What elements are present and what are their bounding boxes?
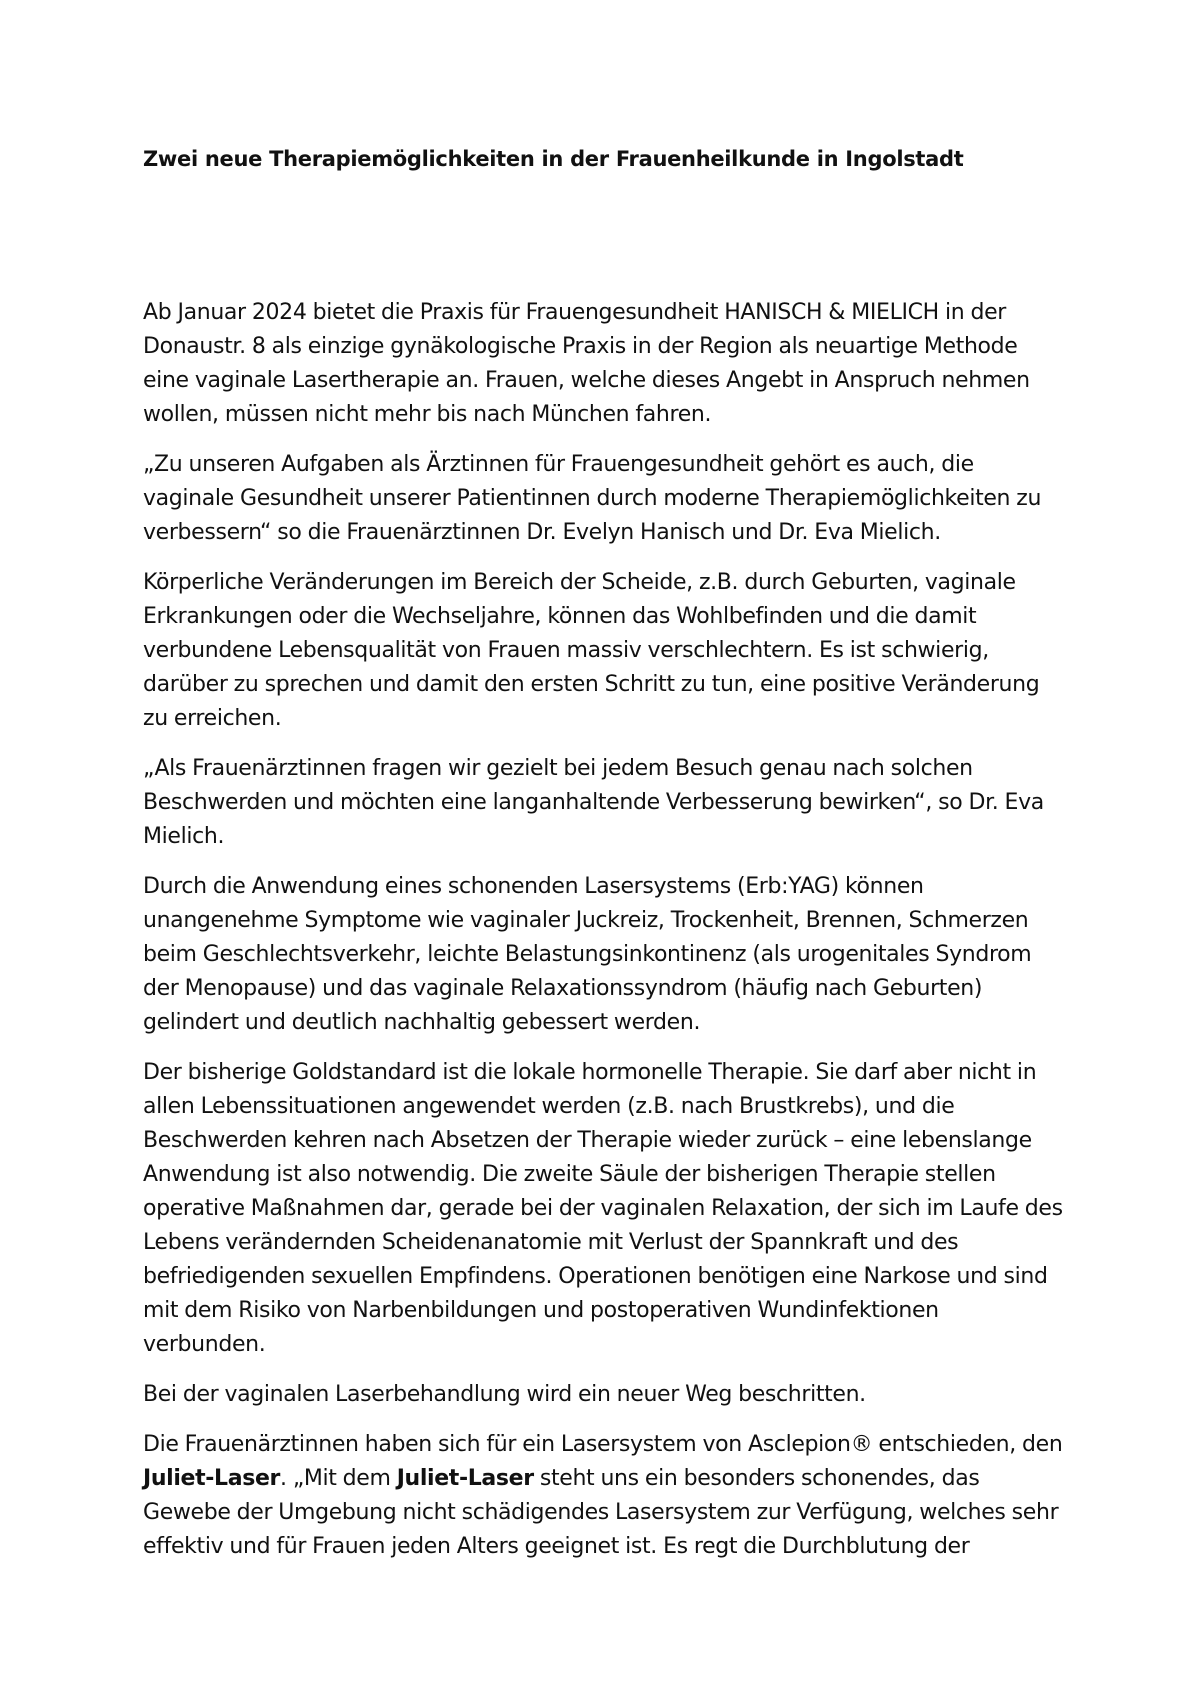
paragraph-quote-mielich: „Als Frauenärztinnen fragen wir gezielt bei jedem Besuch genau nach solchen Beschwerden und möchten eine langanhaltende Verbesserung bewirken“, so Dr. Eva Mielich. [143, 756, 1044, 849]
paragraph-juliet-text-1: Die Frauenärztinnen haben sich für ein Lasersystem von Asclepion® entschieden, den [143, 1432, 1063, 1457]
paragraph-intro: Ab Januar 2024 bietet die Praxis für Frauengesundheit HANISCH & MIELICH in der Donaustr. 8 als einzige gynäkologische Praxis in der Region als neuartige Methode eine vaginale Lasertherapie an. Frauen, welche dieses Angebt in Anspruch nehmen wollen, müssen nicht mehr bis nach München fahren. [143, 300, 1030, 427]
paragraph-quote-aufgaben: „Zu unseren Aufgaben als Ärztinnen für Frauengesundheit gehört es auch, die vaginale Gesundheit unserer Patientinnen durch moderne Therapiemöglichkeiten zu verbessern“ so die Frauenärztinnen Dr. Evelyn Hanisch und Dr. Eva Mielich. [143, 452, 1042, 545]
paragraph-neuer-weg: Bei der vaginalen Laserbehandlung wird ein neuer Weg beschritten. [143, 1382, 866, 1407]
juliet-laser-bold-2: Juliet-Laser [396, 1466, 534, 1491]
paragraph-juliet-text-2: . „Mit dem [280, 1466, 397, 1491]
paragraph-juliet-text-3: steht uns ein besonders schonendes, das Gewebe der Umgebung nicht schädigendes Lasersystem zur Verfügung, welches sehr effektiv und für Frauen jeden Alters geeignet ist. Es regt die Durchblutung der [143, 1466, 1059, 1559]
paragraph-goldstandard: Der bisherige Goldstandard ist die lokale hormonelle Therapie. Sie darf aber nicht in allen Lebenssituationen angewendet werden (z.B. nach Brustkrebs), und die Beschwerden kehren nach Absetzen der Therapie wieder zurück – eine lebenslange Anwendung ist also notwendig. Die zweite Säule der bisherigen Therapie stellen operative Maßnahmen dar, gerade bei der vaginalen Relaxation, der sich im Laufe des Lebens verändernden Scheidenanatomie mit Verlust der Spannkraft und des befriedigenden sexuellen Empfindens. Operationen benötigen eine Narkose und sind mit dem Risiko von Narbenbildungen und postoperativen Wundinfektionen verbunden. [143, 1060, 1063, 1357]
paragraph-koerperliche-veraenderungen: Körperliche Veränderungen im Bereich der Scheide, z.B. durch Geburten, vaginale Erkrankungen oder die Wechseljahre, können das Wohlbefinden und die damit verbundene Lebensqualität von Frauen massiv verschlechtern. Es ist schwierig, darüber zu sprechen und damit den ersten Schritt zu tun, eine positive Veränderung zu erreichen. [143, 570, 1040, 731]
paragraph-juliet-laser [143, 1428, 1063, 1564]
juliet-laser-bold-1: Juliet-Laser [143, 1466, 281, 1491]
document-title: Zwei neue Therapiemöglichkeiten in der Frauenheilkunde in Ingolstadt [143, 147, 964, 171]
paragraph-lasersystem: Durch die Anwendung eines schonenden Lasersystems (Erb:YAG) können unangenehme Symptome wie vaginaler Juckreiz, Trockenheit, Brennen, Schmerzen beim Geschlechtsverkehr, leichte Belastungsinkontinenz (als urogenitales Syndrom der Menopause) und das vaginale Relaxationssyndrom (häufig nach Geburten) gelindert und deutlich nachhaltig gebessert werden. [143, 874, 1032, 1035]
document-body [143, 296, 1063, 1580]
